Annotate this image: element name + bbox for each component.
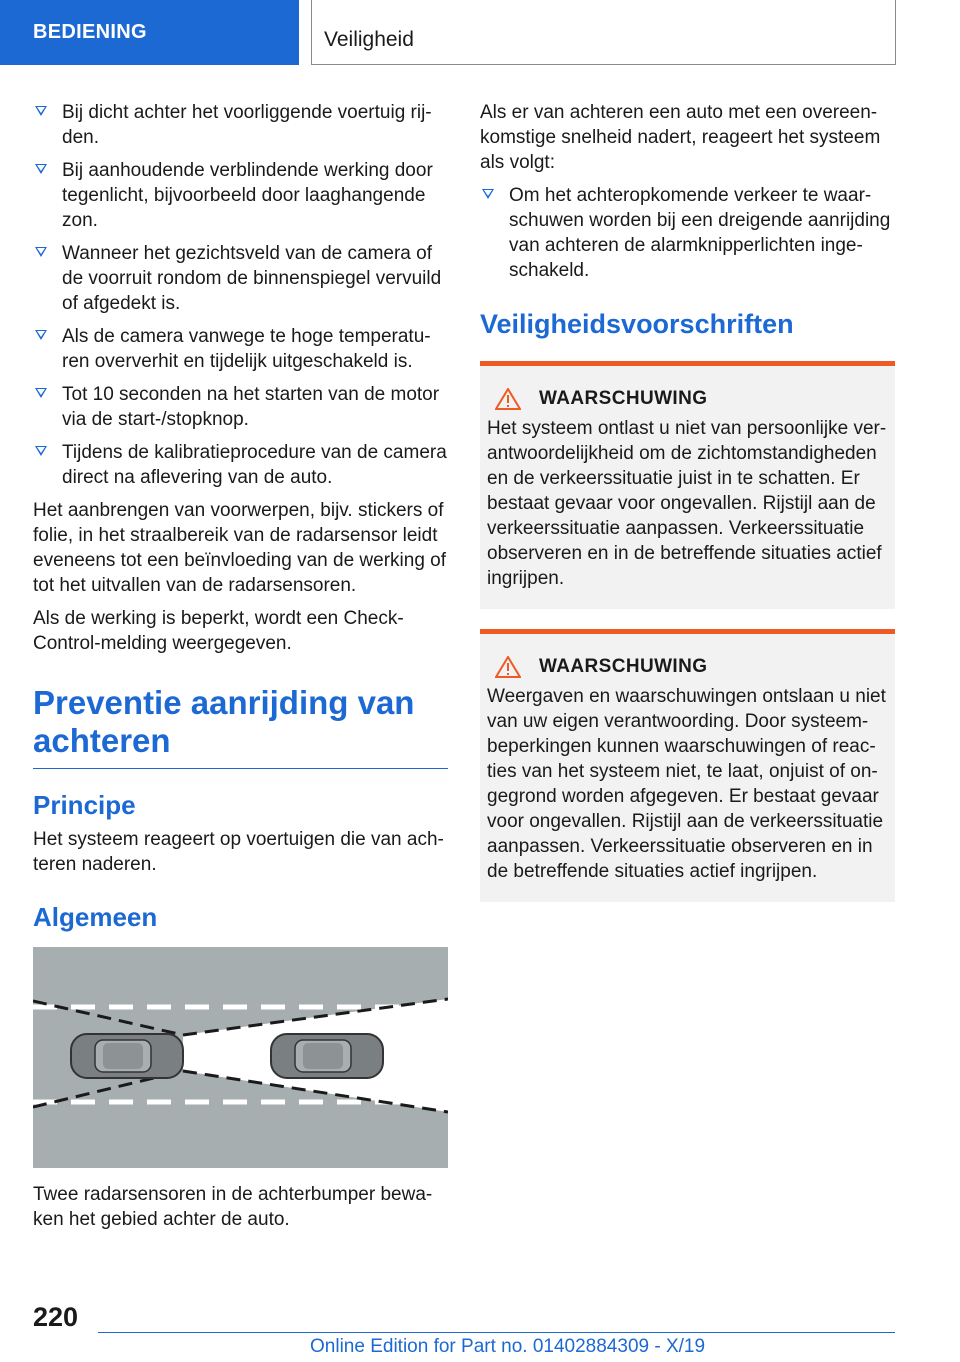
warning-triangle-icon (495, 656, 521, 678)
car-front-icon (271, 1034, 383, 1078)
list-item: Bij dicht achter het voorliggende voertuig rij-den. (33, 100, 448, 150)
subheading-principe: Principe (33, 790, 136, 820)
right-column (480, 100, 895, 922)
page-number: 220 (33, 1302, 79, 1332)
warning-triangle-icon (495, 388, 521, 410)
warning-text: Het systeem ontlast u niet van persoonlijke ver-antwoordelijkheid om de zichtomstandigheden en de verkeerssituatie juist in te schatten. Er bestaat gevaar voor ongevallen. Rijstijl aan de verkeerssituatie aanpassen. Verkeerssituatie observeren en in de betreffende situaties actief ingrijpen. (487, 418, 887, 589)
section-tab: BEDIENING (0, 0, 299, 65)
page-header (0, 0, 960, 66)
chapter-title: Veiligheid (324, 28, 414, 51)
warning-title: WAARSCHUWING (539, 656, 708, 677)
list-item: Bij aanhoudende verblindende werking door tegenlicht, bijvoorbeeld door laaghangende zon. (33, 158, 448, 233)
triangle-bullet-icon (482, 189, 494, 199)
radar-diagram-svg (33, 947, 448, 1168)
footer-divider (98, 1332, 895, 1333)
limitations-list (33, 100, 448, 490)
figure-caption: Twee radarsensoren in de achterbumper bewa-ken het gebied achter de auto. (33, 1184, 433, 1230)
list-item: Wanneer het gezichtsveld van de camera of de voorruit rondom de binnenspiegel vervuild of afgedekt is. (33, 241, 448, 316)
left-column (33, 100, 448, 1240)
subheading-algemeen: Algemeen (33, 902, 158, 932)
warning-box-2 (480, 629, 895, 902)
warning-title: WAARSCHUWING (539, 388, 708, 409)
section-heading-preventie: Preventie aanrijding van achteren (33, 684, 448, 769)
paragraph-principe: Het systeem reageert op voertuigen die van ach-teren naderen. (33, 829, 444, 875)
radar-illustration (33, 947, 448, 1168)
paragraph-stickers: Het aanbrengen van voorwerpen, bijv. stickers of folie, in het straalbereik van de radarsensor leidt eveneens tot een beïnvloeding van de werking of tot het uitvallen van de radarsensoren. (33, 500, 447, 596)
footer-edition: Online Edition for Part no. 01402884309 - X/19 (310, 1336, 706, 1357)
triangle-bullet-icon (35, 330, 47, 340)
triangle-bullet-icon (35, 247, 47, 257)
car-rear-icon (71, 1034, 183, 1078)
list-item: Tijdens de kalibratieprocedure van de camera direct na aflevering van de auto. (33, 440, 448, 490)
paragraph-check-control: Als de werking is beperkt, wordt een Check-Control-melding weergegeven. (33, 608, 404, 654)
triangle-bullet-icon (35, 106, 47, 116)
reaction-list (480, 183, 895, 283)
paragraph-intro: Als er van achteren een auto met een overeen-komstige snelheid nadert, reageert het systeem als volgt: (480, 102, 881, 173)
section-heading-veiligheidsvoorschriften: Veiligheidsvoorschriften (480, 309, 794, 339)
list-item: Tot 10 seconden na het starten van de motor via de start-/stopknop. (33, 382, 448, 432)
triangle-bullet-icon (35, 446, 47, 456)
warning-text: Weergaven en waarschuwingen ontslaan u niet van uw eigen verantwoording. Door systeem-beperkingen kunnen waarschuwingen of reac-ties van het systeem niet, te laat, onjuist of on-gegrond worden afgegeven. Er bestaat gevaar voor ongevallen. Rijstijl aan de verkeerssituatie aanpassen. Verkeerssituatie observeren en in de betreffende situaties actief ingrijpen. (487, 686, 886, 882)
triangle-bullet-icon (35, 388, 47, 398)
warning-box-1 (480, 361, 895, 609)
list-item: Als de camera vanwege te hoge temperatu-ren oververhit en tijdelijk uitgeschakeld is. (33, 324, 448, 374)
list-item: Om het achteropkomende verkeer te waar-schuwen worden bij een dreigende aanrijding van achteren de alarmknipperlichten inge-schakeld. (480, 183, 895, 283)
triangle-bullet-icon (35, 164, 47, 174)
